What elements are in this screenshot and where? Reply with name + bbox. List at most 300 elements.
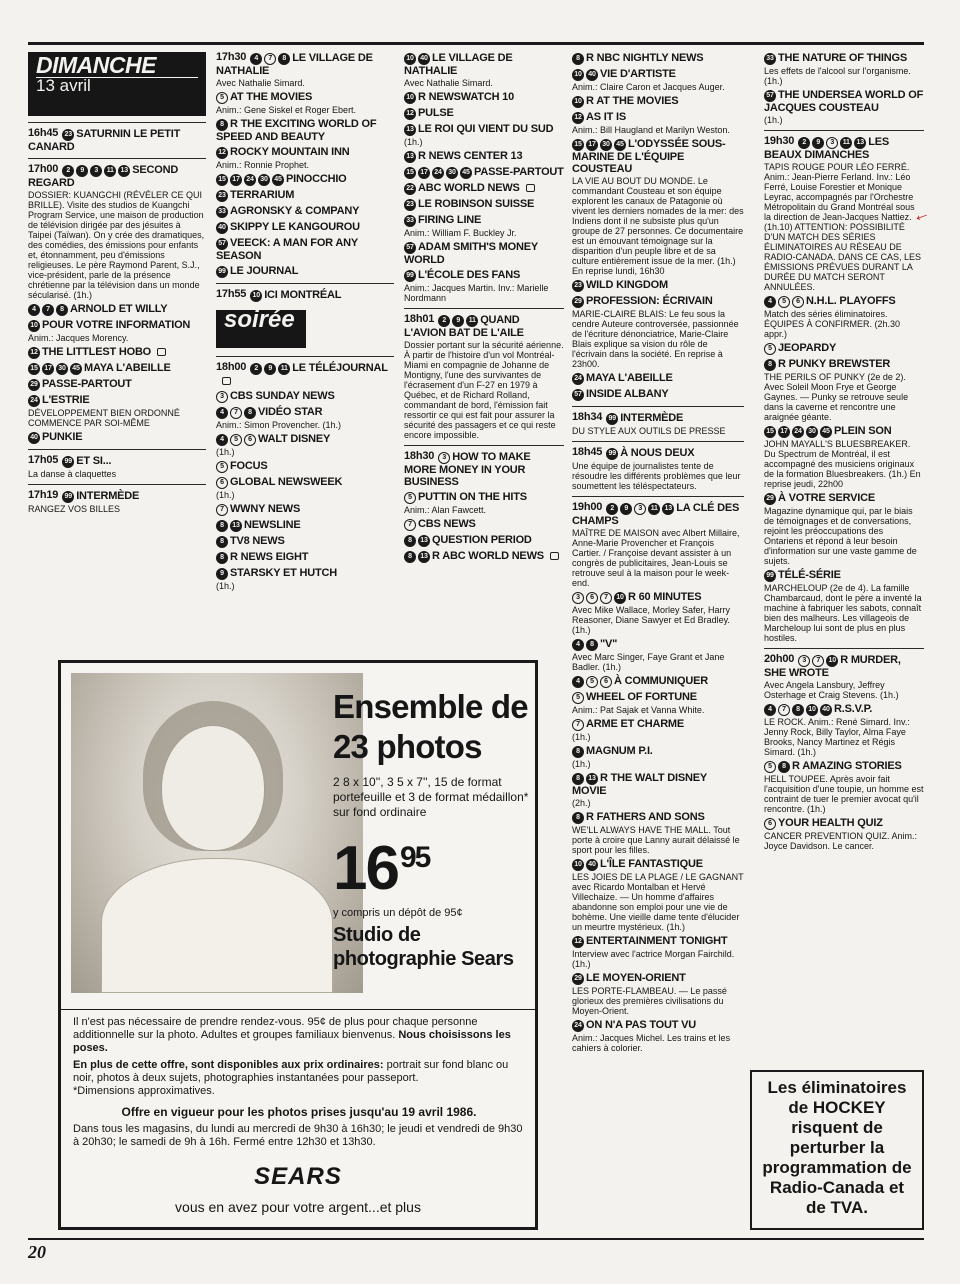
ad-studio: Studio de photographie Sears	[333, 924, 514, 970]
program-entry	[216, 91, 394, 115]
program-entry	[28, 158, 206, 300]
channel-badge-icon: 8	[278, 53, 290, 65]
channel-badge-icon: 99	[62, 456, 74, 468]
program-title: PINOCCHIO	[286, 173, 347, 185]
channel-badge-icon: 5	[230, 434, 242, 446]
program-entry	[28, 303, 206, 316]
channel-badge-icon: 6	[586, 592, 598, 604]
program-title-line	[572, 858, 744, 871]
program-title: ENTERTAINMENT TONIGHT	[586, 935, 728, 947]
program-description: Avec Nathalie Simard.	[216, 78, 305, 88]
program-description: THE PERILS OF PUNKY (2e de 2). Avec Soleil Moon Frye et George Gaynes. — Punky se retrouve seule dans la caverne et rencontre une araignée géante.	[764, 372, 909, 422]
channel-badge-icon: 3	[90, 165, 102, 177]
program-title: NEWS CENTER 13	[428, 150, 523, 162]
channel-badge-icon: 12	[572, 112, 584, 124]
channel-badge-icon: 8	[792, 704, 804, 716]
program-entry	[572, 388, 744, 401]
program-title: AT THE MOVIES	[596, 95, 679, 107]
program-title: LE JOURNAL	[230, 265, 299, 277]
program-entry	[572, 858, 744, 932]
program-title-line	[28, 362, 206, 375]
program-description: Anim.: Alan Fawcett.	[404, 505, 487, 515]
channel-badge-icon: 33	[764, 53, 776, 65]
program-description: Interview avec l'actrice Morgan Fairchild. (1h.)	[572, 949, 735, 969]
channel-badge-icon: 29	[28, 379, 40, 391]
ad-tagline: vous en avez pour votre argent...et plus	[175, 1199, 421, 1215]
program-description: Les effets de l'alcool sur l'organisme. (1h.)	[764, 66, 911, 86]
program-entry	[764, 760, 924, 814]
program-title-line	[572, 111, 744, 124]
channel-badge-icon: 13	[118, 165, 130, 177]
channel-badge-icon: 99	[62, 491, 74, 503]
ad-price	[333, 826, 533, 901]
program-description: Anim.: William F. Buckley Jr.	[404, 228, 517, 238]
program-title: À COMMUNIQUER	[614, 675, 708, 687]
program-title: À VOTRE SERVICE	[778, 492, 876, 504]
program-title-line	[216, 476, 394, 489]
program-title: L'ESTRIE	[42, 394, 90, 406]
program-description: (1h.)	[216, 581, 235, 591]
program-entry	[572, 591, 744, 635]
channel-badge-icon: 10	[250, 290, 262, 302]
program-title: MAYA L'ABEILLE	[586, 372, 673, 384]
program-title: JEOPARDY	[778, 342, 837, 354]
program-description: (1h.)	[572, 732, 591, 742]
program-title-line	[572, 138, 744, 175]
program-description: Anim.: Simon Provencher. (1h.)	[216, 420, 342, 430]
program-entry	[216, 567, 394, 591]
channel-badge-icon: 5	[586, 676, 598, 688]
program-title: STARSKY ET HUTCH	[230, 567, 338, 579]
channel-badge-icon: 33	[216, 206, 228, 218]
channel-badge-icon: 24	[244, 174, 256, 186]
program-entry	[572, 972, 744, 1016]
channel-badge-icon: 8	[572, 53, 584, 65]
program-entry	[764, 52, 924, 86]
time-slot: 17h05	[28, 454, 59, 466]
program-title: NBC NIGHTLY NEWS	[596, 52, 704, 64]
ad-offer	[333, 687, 533, 971]
page-number: 20	[28, 1242, 46, 1262]
channel-badge-icon: 45	[460, 167, 472, 179]
program-title-line	[764, 358, 924, 371]
program-entry	[28, 484, 206, 514]
program-entry	[572, 1019, 744, 1053]
rerun-marker: R	[432, 550, 440, 562]
ad-price-cents: 95	[399, 841, 430, 874]
program-title-line	[572, 675, 744, 688]
channel-badge-icon: 9	[452, 315, 464, 327]
program-description: (1h.)	[216, 490, 235, 500]
channel-badge-icon: 10	[404, 53, 416, 65]
program-title-line	[404, 518, 564, 531]
program-title-line	[572, 691, 744, 704]
program-entry	[216, 118, 394, 143]
program-entry	[572, 745, 744, 769]
program-title: WILD KINGDOM	[586, 279, 668, 291]
program-entry	[572, 772, 744, 808]
channel-badge-icon: 11	[840, 137, 852, 149]
channel-badge-icon: 9	[216, 568, 228, 580]
channel-badge-icon: 17	[586, 139, 598, 151]
program-entry	[404, 123, 564, 147]
program-title-line	[572, 1019, 744, 1032]
program-title-line	[764, 760, 924, 773]
program-title: LE ROI QUI VIENT DU SUD	[418, 123, 554, 135]
channel-badge-icon: 13	[586, 773, 598, 785]
rerun-marker: R	[586, 95, 594, 107]
channel-badge-icon: 15	[764, 426, 776, 438]
program-title: PASSE-PARTOUT	[474, 166, 564, 178]
program-description: Avec Marc Singer, Faye Grant et Jane Badler. (1h.)	[572, 652, 725, 672]
program-title: AMAZING STORIES	[802, 760, 902, 772]
program-entry	[572, 95, 744, 108]
program-title-line	[216, 535, 394, 548]
program-title: L'ODYSSÉE SOUS-MARINE DE L'ÉQUIPE COUSTEAU	[572, 138, 726, 175]
program-title-line	[572, 95, 744, 108]
program-title-line	[216, 460, 394, 473]
rerun-marker: R	[418, 91, 426, 103]
program-entry	[28, 378, 206, 391]
program-entry	[216, 221, 394, 234]
closed-caption-icon	[222, 377, 231, 385]
channel-badge-icon: 8	[586, 639, 598, 651]
program-title: ARNOLD ET WILLY	[70, 303, 168, 315]
schedule-column-2	[216, 52, 394, 594]
rerun-marker: R	[418, 150, 426, 162]
schedule-column-4	[572, 52, 744, 1056]
schedule-column-1	[28, 52, 206, 517]
program-entry	[404, 269, 564, 303]
program-title-line	[764, 342, 924, 355]
channel-badge-icon: 8	[216, 520, 228, 532]
channel-badge-icon: 8	[572, 812, 584, 824]
channel-badge-icon: 15	[404, 167, 416, 179]
program-description: RANGEZ VOS BILLES	[28, 504, 121, 514]
program-title: INSIDE ALBANY	[586, 388, 669, 400]
ad-paragraph	[73, 1059, 525, 1098]
program-title: PUTTIN ON THE HITS	[418, 491, 527, 503]
program-entry	[404, 150, 564, 163]
program-entry	[764, 703, 924, 757]
program-entry	[764, 425, 924, 489]
channel-badge-icon: 5	[216, 92, 228, 104]
program-title: VEECK: A MAN FOR ANY SEASON	[216, 237, 358, 262]
program-entry	[404, 518, 564, 531]
channel-badge-icon: 40	[586, 69, 598, 81]
program-title: PUNKY BREWSTER	[788, 358, 891, 370]
channel-badge-icon: 4	[28, 304, 40, 316]
schedule-column-5	[764, 52, 924, 854]
sears-logo: SEARS	[254, 1163, 342, 1190]
program-description: Anim.: Bill Haugland et Marilyn Weston.	[572, 125, 730, 135]
program-title-line	[28, 319, 206, 332]
program-title: SATURNIN LE PETIT CANARD	[28, 128, 181, 153]
channel-badge-icon: 10	[826, 655, 838, 667]
soiree-banner: soirée	[216, 310, 306, 348]
channel-badge-icon: 7	[600, 592, 612, 604]
channel-badge-icon: 10	[572, 69, 584, 81]
time-slot: 18h45	[572, 446, 603, 458]
channel-badge-icon: 2	[250, 363, 262, 375]
program-title-line	[764, 703, 924, 716]
program-entry	[572, 638, 744, 672]
program-title: N.H.L. PLAYOFFS	[806, 295, 896, 307]
program-entry	[216, 476, 394, 500]
program-title: LE ROBINSON SUISSE	[418, 198, 535, 210]
program-title: VIE D'ARTISTE	[600, 68, 676, 80]
program-title: NEWS EIGHT	[240, 551, 309, 563]
channel-badge-icon: 4	[572, 676, 584, 688]
channel-badge-icon: 4	[250, 53, 262, 65]
program-description: DU STYLE AUX OUTILS DE PRESSE	[572, 426, 726, 436]
channel-badge-icon: 13	[662, 503, 674, 515]
program-title-line	[404, 107, 564, 120]
rerun-marker: R	[792, 760, 800, 772]
rerun-marker: R	[600, 772, 608, 784]
channel-badge-icon: 17	[418, 167, 430, 179]
program-title: WHEEL OF FORTUNE	[586, 691, 697, 703]
program-title-line	[216, 567, 394, 580]
top-rule	[28, 42, 924, 45]
program-title-line	[404, 150, 564, 163]
channel-badge-icon: 8	[244, 407, 256, 419]
channel-badge-icon: 7	[42, 304, 54, 316]
program-title: TERRARIUM	[230, 189, 295, 201]
program-title: 60 MINUTES	[638, 591, 702, 603]
time-slot: 17h55	[216, 288, 247, 300]
program-title: LE MOYEN-ORIENT	[586, 972, 686, 984]
program-title: ABC WORLD NEWS	[442, 550, 544, 562]
program-entry	[28, 319, 206, 343]
channel-badge-icon: 17	[230, 174, 242, 186]
program-title-line	[216, 146, 394, 159]
channel-badge-icon: 45	[820, 426, 832, 438]
channel-badge-icon: 8	[216, 119, 228, 131]
program-entry	[216, 519, 394, 532]
channel-badge-icon: 57	[404, 242, 416, 254]
program-title: INTERMÈDE	[620, 412, 684, 424]
program-title: PROFESSION: ÉCRIVAIN	[586, 295, 713, 307]
channel-badge-icon: 29	[572, 973, 584, 985]
channel-badge-icon: 13	[230, 520, 242, 532]
program-description: Anim.: Pat Sajak et Vanna White.	[572, 705, 705, 715]
program-description: Magazine dynamique qui, par le biais de témoignages et de conversations, rejoint les préoccupations des Ontariens et répond à leur besoin d'information sur une vaste gamme de sujets.	[764, 506, 917, 566]
program-description: Anim.: Claire Caron et Jacques Auger.	[572, 82, 725, 92]
channel-badge-icon: 2	[62, 165, 74, 177]
program-entry	[572, 279, 744, 292]
ad-text: portrait sur fond blanc ou noir, photos à deux sujets, photographies instantanées pour passeport.	[73, 1059, 509, 1084]
channel-badge-icon: 5	[404, 492, 416, 504]
ad-footnote: *Dimensions approximatives.	[73, 1085, 215, 1097]
program-entry	[216, 406, 394, 430]
program-description: (2h.)	[572, 798, 591, 808]
channel-badge-icon: 10	[806, 704, 818, 716]
channel-badge-icon: 15	[216, 174, 228, 186]
program-title: TV8 NEWS	[230, 535, 285, 547]
program-description: MARCHELOUP (2e de 4). La famille Chambarcaud, dont le père a inventé la machine à fabriquer les sabots, connaît bien des malheurs. Les villageois de Marcheloup lui sont de plus en plus hostiles.	[764, 583, 922, 643]
program-title: ET SI...	[76, 455, 112, 467]
channel-badge-icon: 11	[104, 165, 116, 177]
channel-badge-icon: 8	[216, 552, 228, 564]
channel-badge-icon: 99	[404, 270, 416, 282]
schedule-column-3	[404, 52, 564, 566]
program-entry	[404, 241, 564, 266]
program-entry	[572, 406, 744, 436]
program-description: Anim.: Jacques Morency.	[28, 333, 129, 343]
channel-badge-icon: 5	[216, 461, 228, 473]
channel-badge-icon: 6	[600, 676, 612, 688]
channel-badge-icon: 2	[438, 315, 450, 327]
program-description: WE'LL ALWAYS HAVE THE MALL. Tout porte à croire que Lanny aurait délaissé le sport pour les filles.	[572, 825, 740, 855]
program-title-line	[572, 772, 744, 797]
program-entry	[572, 52, 744, 65]
channel-badge-icon: 3	[634, 503, 646, 515]
program-title: THE NATURE OF THINGS	[778, 52, 908, 64]
program-title-line	[216, 503, 394, 516]
program-description: La danse à claquettes	[28, 469, 117, 479]
program-title: SKIPPY LE KANGOUROU	[230, 221, 360, 233]
channel-badge-icon: 7	[230, 407, 242, 419]
channel-badge-icon: 7	[264, 53, 276, 65]
ad-text-bold: Nous choisissons les poses.	[73, 1029, 511, 1054]
closed-caption-icon	[526, 184, 535, 192]
channel-badge-icon: 99	[606, 448, 618, 460]
program-title: À NOUS DEUX	[620, 447, 695, 459]
program-title-line	[28, 303, 206, 316]
program-entry	[28, 449, 206, 479]
program-description: (1h.)	[216, 447, 235, 457]
channel-badge-icon: 22	[404, 183, 416, 195]
program-title: ON N'A PAS TOUT VU	[586, 1019, 697, 1031]
time-slot: 17h19	[28, 489, 59, 501]
program-description: MARIE-CLAIRE BLAIS: Le feu sous la cendre Auteure controversée, passionnée de l'écriture dénonciatrice, Marie-Claire Blais explique sa vision du rôle de l'écrivain dans la société. En reprise à 23h00.	[572, 309, 739, 369]
program-title: CBS NEWS	[418, 518, 476, 530]
channel-badge-icon: 9	[620, 503, 632, 515]
program-title: PULSE	[418, 107, 454, 119]
channel-badge-icon: 13	[404, 151, 416, 163]
program-title-line	[216, 173, 394, 186]
channel-badge-icon: 5	[764, 343, 776, 355]
channel-badge-icon: 57	[572, 389, 584, 401]
time-slot: 19h00	[572, 501, 603, 513]
program-title-line	[404, 214, 564, 227]
program-title-line	[572, 638, 744, 651]
program-entry	[764, 358, 924, 422]
channel-badge-icon: 8	[404, 551, 416, 563]
channel-badge-icon: 11	[466, 315, 478, 327]
channel-badge-icon: 6	[216, 477, 228, 489]
program-entry	[28, 394, 206, 428]
channel-badge-icon: 3	[826, 137, 838, 149]
program-entry	[572, 691, 744, 715]
program-title-line	[216, 433, 394, 446]
program-title: L'ÉCOLE DES FANS	[418, 269, 521, 281]
program-title-line	[572, 935, 744, 948]
program-entry	[572, 138, 744, 276]
program-title-line	[404, 123, 564, 136]
program-title: PASSE-PARTOUT	[42, 378, 132, 390]
program-entry	[216, 237, 394, 262]
ad-body	[73, 1009, 525, 1153]
program-entry	[404, 166, 564, 179]
program-title-line	[216, 189, 394, 202]
time-slot: 17h30	[216, 51, 247, 63]
program-entry	[216, 551, 394, 564]
program-title-line	[28, 378, 206, 391]
channel-badge-icon: 9	[264, 363, 276, 375]
program-entry	[216, 535, 394, 548]
rerun-marker: R	[586, 52, 594, 64]
program-title: THE EXCITING WORLD OF SPEED AND BEAUTY	[216, 118, 377, 143]
channel-badge-icon: 10	[404, 92, 416, 104]
channel-badge-icon: 23	[404, 199, 416, 211]
rerun-marker: R	[778, 358, 786, 370]
channel-badge-icon: 40	[28, 432, 40, 444]
program-description: Anim.: Ronnie Prophet.	[216, 160, 310, 170]
program-description: Anim.: Gene Siskel et Roger Ebert.	[216, 105, 357, 115]
program-title-line	[572, 52, 744, 65]
channel-badge-icon: 24	[572, 1020, 584, 1032]
channel-badge-icon: 3	[438, 452, 450, 464]
program-title: ADAM SMITH'S MONEY WORLD	[404, 241, 538, 266]
program-entry	[216, 265, 394, 278]
program-entry	[764, 89, 924, 125]
program-entry	[572, 111, 744, 135]
channel-badge-icon: 7	[216, 504, 228, 516]
program-title: GLOBAL NEWSWEEK	[230, 476, 343, 488]
time-slot: 16h45	[28, 127, 59, 139]
program-title: QUESTION PERIOD	[432, 534, 532, 546]
rerun-marker: R	[230, 551, 238, 563]
channel-badge-icon: 4	[216, 434, 228, 446]
program-title-line	[404, 269, 564, 282]
program-entry	[572, 811, 744, 855]
program-entry	[404, 107, 564, 120]
program-title-line	[572, 718, 744, 731]
channel-badge-icon: 13	[854, 137, 866, 149]
program-title: AGRONSKY & COMPANY	[230, 205, 360, 217]
program-description: Dossier portant sur la sécurité aérienne. À partir de l'histoire d'un vol Montréal-Miami en compagnie de Johanne de Montigny, l'une des survivantes de l'écrasement d'un F-27 en 1979 à Québec, et de Richard Rolland, commandant de bord, l'émission fait ressortir ce qui est fait pour assurer la sécurité des passagers et ce qui reste encore impossible.	[404, 340, 564, 440]
channel-badge-icon: 23	[62, 129, 74, 141]
program-title: MURDER, SHE WROTE	[764, 654, 901, 679]
channel-badge-icon: 7	[404, 519, 416, 531]
ad-price-main: 16	[333, 834, 398, 903]
program-description: LES JOIES DE LA PLAGE / LE GAGNANT avec Ricardo Montalban et Hervé Villechaize. — Un homme d'affaires abandonne son emploi pour une vie de bohème. Une vieille dame tente d'élucider un meurtre mystérieux. (1h.)	[572, 872, 744, 932]
channel-badge-icon: 24	[792, 426, 804, 438]
channel-badge-icon: 6	[792, 296, 804, 308]
program-entry	[216, 460, 394, 473]
program-entry	[216, 433, 394, 457]
channel-badge-icon: 15	[572, 139, 584, 151]
ad-paragraph	[73, 1016, 525, 1055]
channel-badge-icon: 24	[572, 373, 584, 385]
channel-badge-icon: 99	[606, 413, 618, 425]
child-portrait-photo	[71, 673, 363, 993]
channel-badge-icon: 24	[28, 395, 40, 407]
channel-badge-icon: 8	[572, 746, 584, 758]
program-entry	[404, 534, 564, 547]
channel-badge-icon: 9	[76, 165, 88, 177]
program-title: PUNKIE	[42, 431, 83, 443]
channel-badge-icon: 12	[572, 936, 584, 948]
program-title-line	[216, 237, 394, 262]
channel-badge-icon: 17	[42, 363, 54, 375]
program-title-line	[404, 198, 564, 211]
channel-badge-icon: 45	[272, 174, 284, 186]
program-entry	[404, 182, 564, 195]
program-title-line	[216, 519, 394, 532]
